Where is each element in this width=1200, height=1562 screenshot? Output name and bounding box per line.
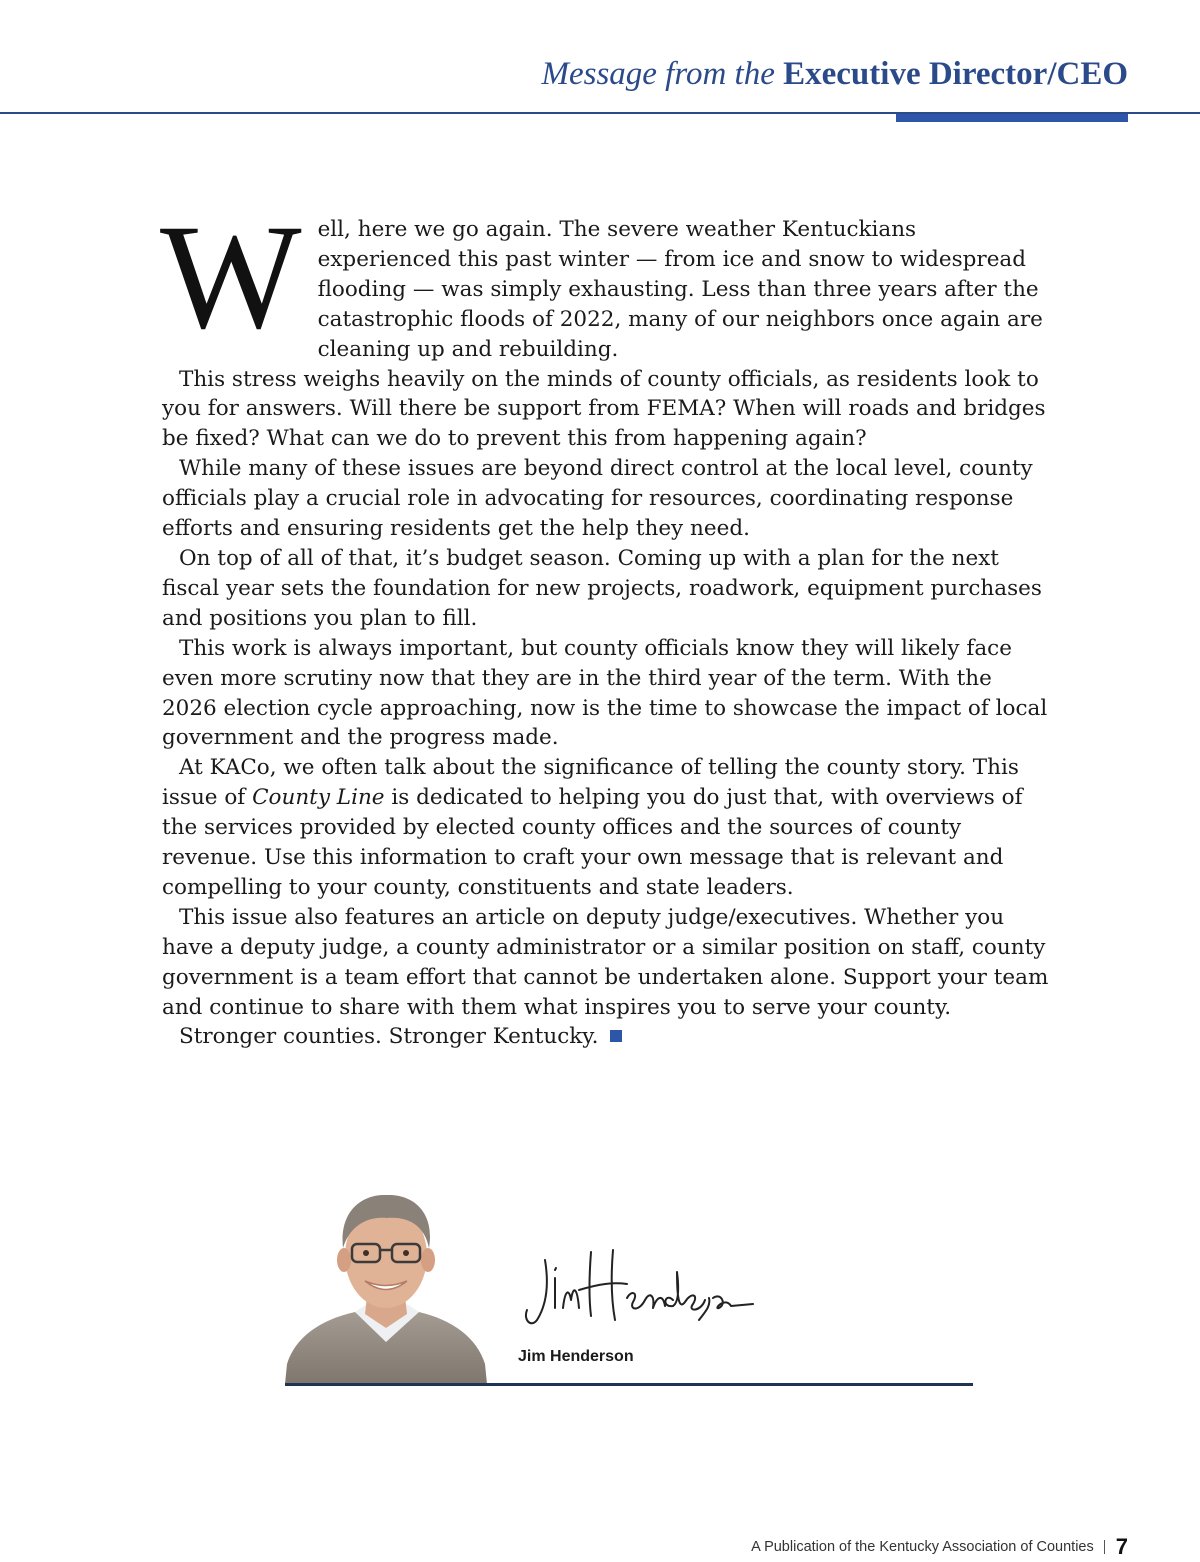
closing-line: Stronger counties. Stronger Kentucky. <box>179 1024 599 1050</box>
portrait-photo <box>285 1192 487 1384</box>
article-body <box>160 194 1052 1052</box>
footer-publication: A Publication of the Kentucky Association of Counties <box>751 1539 1094 1555</box>
article-paragraph-4: On top of all of that, it’s budget season. Coming up with a plan for the next fiscal year sets the foundation for new projects, roadwork, equipment purchases and positions you plan to fill. <box>162 545 1042 631</box>
drop-cap: W <box>160 194 302 360</box>
article-paragraph-3: While many of these issues are beyond direct control at the local level, county officials play a crucial role in advocating for resources, coordinating response efforts and ensuring residents get the help they need. <box>162 456 1033 542</box>
page-number: 7 <box>1115 1534 1128 1559</box>
paragraph-1-text: ell, here we go again. The severe weather Kentuckians experienced this past winter — from ice and snow to widespread flooding — was simply exhausting. Less than three years after the catastrophic floods of 2022, many of our neighbors once again are cleaning up and rebuilding. <box>317 217 1043 362</box>
article-paragraph-1 <box>160 194 1052 365</box>
header-title-bold: Executive Director/CEO <box>783 56 1128 92</box>
article-paragraph-5: This work is always important, but county officials know they will likely face even more scrutiny now that they are in the third year of the term. With the 2026 election cycle approaching, now is the time to showcase the impact of local government and the progress made. <box>162 635 1048 751</box>
author-portrait <box>285 1192 487 1384</box>
signature-name: Jim Henderson <box>518 1348 634 1365</box>
article-paragraph-6 <box>162 753 1052 903</box>
paragraph-6-text-end: is dedicated to helping you do just that, with overviews of the services provided by elected county offices and the sources of county revenue. Use this information to craft your own message that is relevant and compelling to your county, constituents and state leaders. <box>162 785 1023 900</box>
header-title-italic: Message from the <box>541 56 775 92</box>
handwritten-signature <box>515 1242 755 1332</box>
page-header-title <box>541 56 1128 93</box>
signature-drawing <box>515 1242 755 1332</box>
article-paragraph-8 <box>162 1022 1052 1052</box>
publication-title: County Line <box>252 785 385 811</box>
article-paragraph-7: This issue also features an article on deputy judge/executives. Whether you have a deputy judge, a county administrator or a similar position on staff, county government is a team effort that cannot be undertaken alone. Support your team and continue to share with them what inspires you to serve your county. <box>162 904 1049 1020</box>
paragraph-6-text-start: At KACo, we often talk about the significance of telling the county story. This issue of <box>162 755 1019 811</box>
signature-rule <box>285 1383 973 1386</box>
end-of-article-mark <box>610 1030 622 1042</box>
header-accent-bar <box>896 114 1128 122</box>
footer-separator <box>1104 1540 1105 1554</box>
article-paragraph-2: This stress weighs heavily on the minds of county officials, as residents look to you for answers. Will there be support from FEMA? When will roads and bridges be fixed? What can we do to prevent this from happening again? <box>162 366 1046 452</box>
